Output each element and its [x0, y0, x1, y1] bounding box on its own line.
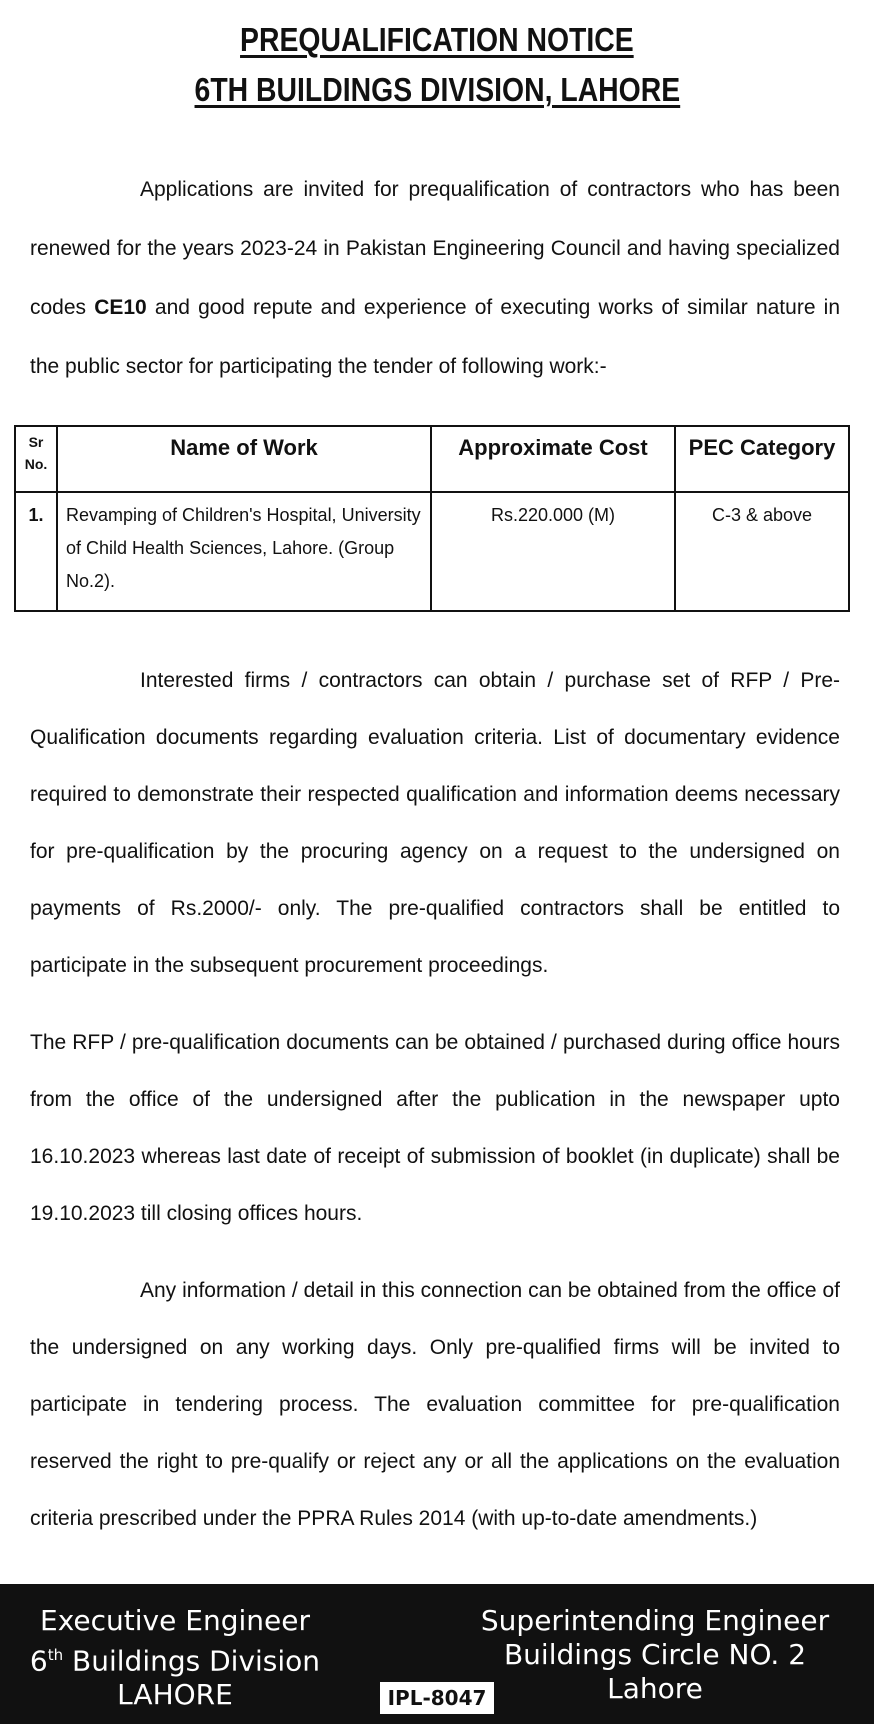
intro-text-part1: Applications are invited for prequalification of contractors who has been renewed for the years 2023-24 in Pakistan Engineering Council and having specialized codes	[30, 178, 840, 319]
documents-paragraph	[30, 652, 840, 994]
left-division-name: Buildings Division	[63, 1644, 321, 1678]
cell-sr: 1.	[15, 492, 57, 611]
table-row	[15, 492, 849, 611]
col-header-category: PEC Category	[675, 426, 849, 492]
left-designation: Executive Engineer	[40, 1604, 310, 1637]
work-table	[14, 425, 850, 612]
left-division	[10, 1638, 340, 1678]
superintending-engineer-signature	[450, 1604, 860, 1706]
documents-text: Interested firms / contractors can obtain / purchase set of RFP / Pre-Qualification documents regarding evaluation criteria. List of documentary evidence required to demonstrate their respected qualification and information deems necessary for pre-qualification by the procuring agency on a request to the undersigned on payments of Rs.2000/- only. The pre-qualified contractors shall be entitled to participate in the subsequent procurement proceedings.	[30, 669, 840, 977]
notice-header	[0, 20, 874, 110]
left-division-suffix: th	[47, 1646, 64, 1664]
cell-pec-category: C-3 & above	[675, 492, 849, 611]
ipl-code-badge: IPL-8047	[378, 1680, 496, 1716]
dates-paragraph: The RFP / pre-qualification documents can be obtained / purchased during office hours from the office of the undersigned after the publication in the newspaper upto 16.10.2023 whereas last date of receipt of submission of booklet (in duplicate) shall be 19.10.2023 till closing offices hours.	[30, 1031, 840, 1225]
cell-name-of-work: Revamping of Children's Hospital, University of Child Health Sciences, Lahore. (Group No.2).	[57, 492, 431, 611]
right-circle: Buildings Circle NO. 2	[503, 1638, 807, 1671]
table-header-row	[15, 426, 849, 492]
notice-title: PREQUALIFICATION NOTICE	[240, 21, 634, 58]
intro-text-part2: and good repute and experience of executing works of similar nature in the public sector for participating the tender of following work:-	[30, 296, 840, 378]
col-header-sr: Sr No.	[15, 426, 57, 492]
information-paragraph	[30, 1262, 840, 1547]
left-city: LAHORE	[117, 1678, 233, 1712]
signature-footer	[0, 1584, 874, 1724]
right-city: Lahore	[607, 1672, 703, 1705]
left-division-number: 6	[29, 1644, 48, 1678]
intro-paragraph	[30, 160, 840, 396]
cell-approximate-cost: Rs.220.000 (M)	[431, 492, 675, 611]
right-designation: Superintending Engineer	[480, 1604, 830, 1637]
division-title: 6TH BUILDINGS DIVISION, LAHORE	[194, 71, 680, 108]
col-header-name: Name of Work	[57, 426, 431, 492]
executive-engineer-signature	[10, 1604, 340, 1712]
col-header-cost: Approximate Cost	[431, 426, 675, 492]
specialized-code: CE10	[94, 296, 147, 319]
information-text: Any information / detail in this connection can be obtained from the office of the undersigned on any working days. Only pre-qualified firms will be invited to participate in tendering process. The evaluation committee for pre-qualification reserved the right to pre-qualify or reject any or all the applications on the evaluation criteria prescribed under the PPRA Rules 2014 (with up-to-date amendments.)	[30, 1279, 840, 1530]
